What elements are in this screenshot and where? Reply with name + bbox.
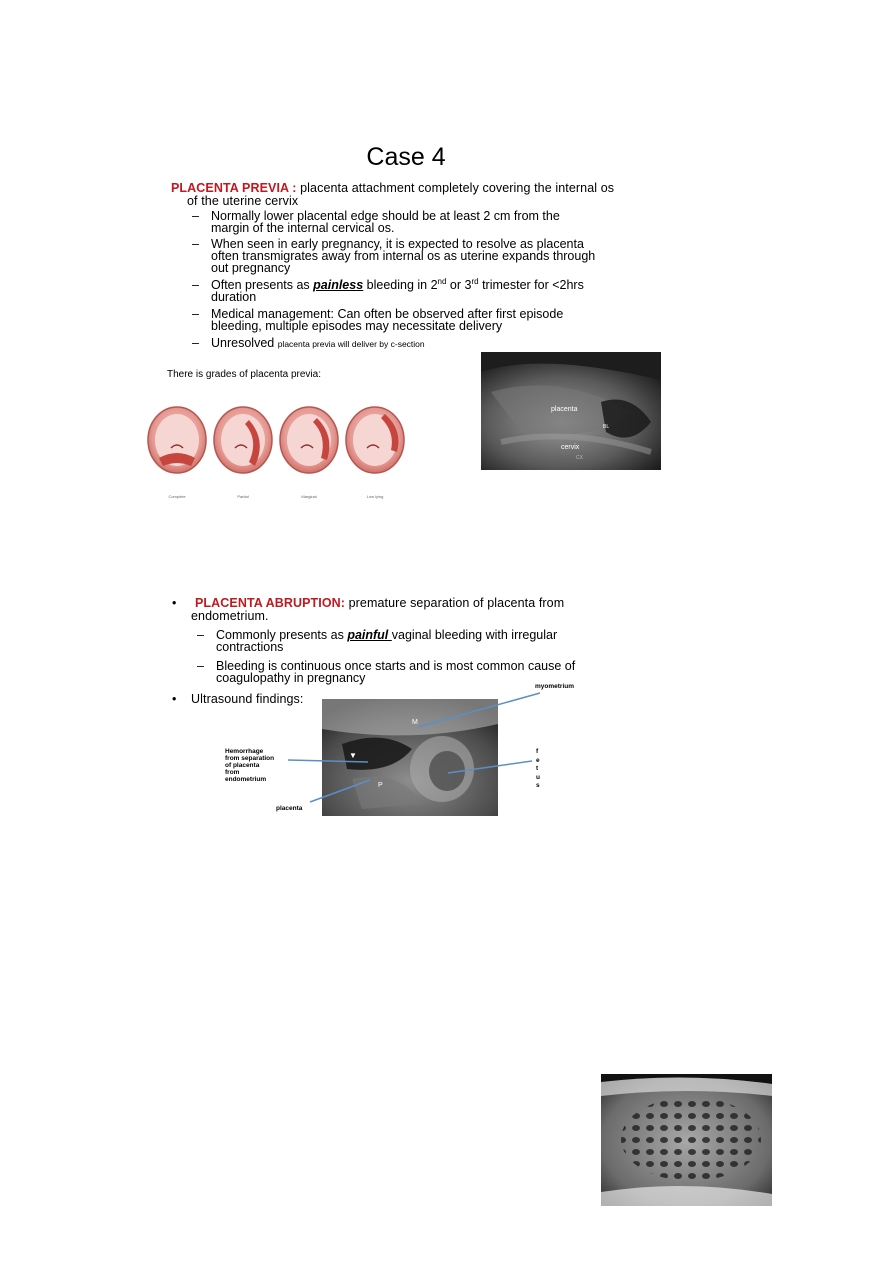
painless-emphasis: painless	[313, 278, 364, 292]
annot-line: Hemorrhage	[225, 748, 264, 755]
previa-definition	[171, 182, 651, 194]
abruption-bullet: •	[172, 596, 177, 610]
bottom-ultrasound-image	[601, 1074, 772, 1206]
line: out pregnancy	[211, 261, 291, 275]
line: contractions	[216, 640, 284, 654]
us-label-cx: CX	[576, 455, 583, 461]
text: Commonly presents as	[216, 628, 348, 642]
text: vaginal bleeding with irregular	[391, 628, 558, 642]
text: bleeding in 2	[363, 278, 438, 292]
grade-label: Marginal	[301, 494, 317, 499]
arrow-myometrium	[418, 693, 540, 727]
arrow-fetus	[448, 761, 532, 773]
previa-def-line1: placenta attachment completely covering the internal os	[296, 181, 615, 195]
annot-line: endometrium	[225, 776, 267, 783]
abruption-definition	[195, 597, 635, 609]
grade-label: Low lying	[366, 494, 384, 499]
previa-ultrasound-image	[481, 352, 661, 470]
page-title: Case 4	[366, 143, 446, 171]
annot-line: from	[225, 769, 240, 776]
line: Normally lower placental edge should be at least 2 cm from the	[211, 209, 560, 223]
marker-triangle-icon: ▼	[349, 751, 357, 760]
grades-intro: There is grades of placenta previa:	[167, 369, 321, 380]
uterus-marginal-icon	[280, 407, 338, 473]
text: or 3	[446, 278, 472, 292]
uterus-low-lying-icon	[346, 407, 404, 473]
previa-item-3	[192, 276, 652, 304]
annot-letter: s	[536, 782, 540, 789]
abruption-item-1	[197, 629, 657, 653]
annot-letter: e	[536, 756, 540, 764]
painful-emphasis: painful	[347, 628, 392, 642]
previa-item-5	[192, 337, 652, 350]
us-label-m: M	[412, 719, 418, 726]
us-findings-bullet: •	[172, 692, 177, 706]
us-label-bl: BL	[603, 424, 610, 430]
annot-letter: f	[536, 748, 539, 755]
text: Unresolved	[211, 336, 278, 350]
us-findings-label: Ultrasound findings:	[191, 692, 304, 706]
dash: –	[197, 659, 204, 673]
small-text: placenta previa will deliver by c-section	[277, 339, 425, 349]
abruption-def-line1: premature separation of placenta from	[345, 596, 565, 610]
annot-placenta: placenta	[276, 805, 303, 812]
line: When seen in early pregnancy, it is expected to resolve as placenta	[211, 237, 584, 251]
previa-def-line2: of the uterine cervix	[187, 194, 299, 208]
us-label-p: P	[378, 782, 383, 789]
dash: –	[192, 336, 199, 350]
abruption-def-line2: endometrium.	[191, 609, 269, 623]
annotation-arrows	[280, 680, 560, 820]
superscript: nd	[437, 276, 447, 286]
us-label-cervix: cervix	[561, 444, 580, 451]
line: Medical management: Can often be observed after first episode	[211, 307, 564, 321]
line	[211, 276, 652, 292]
dash: –	[192, 209, 199, 223]
line: bleeding, multiple episodes may necessitate delivery	[211, 319, 503, 333]
ultrasound-scan-graphic	[601, 1074, 772, 1206]
annot-line: from separation	[225, 755, 275, 762]
us-label-placenta: placenta	[551, 406, 578, 413]
previa-item-2	[192, 238, 652, 274]
dash: –	[192, 307, 199, 321]
previa-item-4	[192, 308, 652, 332]
arrow-placenta	[310, 780, 370, 802]
annot-letter: t	[536, 765, 539, 772]
text: trimester for <2hrs	[478, 278, 584, 292]
grade-label: Partial	[237, 494, 249, 499]
line: often transmigrates away from internal os as uterine expands through	[211, 249, 596, 263]
previa-term: PLACENTA PREVIA :	[171, 181, 297, 195]
line: coagulopathy in pregnancy	[216, 671, 366, 685]
previa-grades-illustration	[145, 400, 410, 505]
line: duration	[211, 290, 257, 304]
dash: –	[197, 628, 204, 642]
uterus-partial-icon	[214, 407, 272, 473]
uterus-complete-icon	[148, 407, 206, 473]
line: margin of the internal cervical os.	[211, 221, 395, 235]
annot-hemorrhage	[225, 748, 274, 783]
line: Bleeding is continuous once starts and is most common cause of	[216, 659, 576, 673]
abruption-term: PLACENTA ABRUPTION:	[195, 596, 346, 610]
arrow-hemorrhage	[288, 760, 368, 762]
dash: –	[192, 278, 199, 292]
dash: –	[192, 237, 199, 251]
text: Often presents as	[211, 278, 314, 292]
previa-item-1	[192, 210, 652, 234]
annot-myometrium: myometrium	[535, 683, 575, 690]
superscript: rd	[471, 276, 479, 286]
annot-line: of placenta	[225, 762, 260, 769]
annot-fetus	[536, 748, 540, 791]
annot-letter: u	[536, 773, 540, 781]
grade-label: Complete	[168, 494, 186, 499]
